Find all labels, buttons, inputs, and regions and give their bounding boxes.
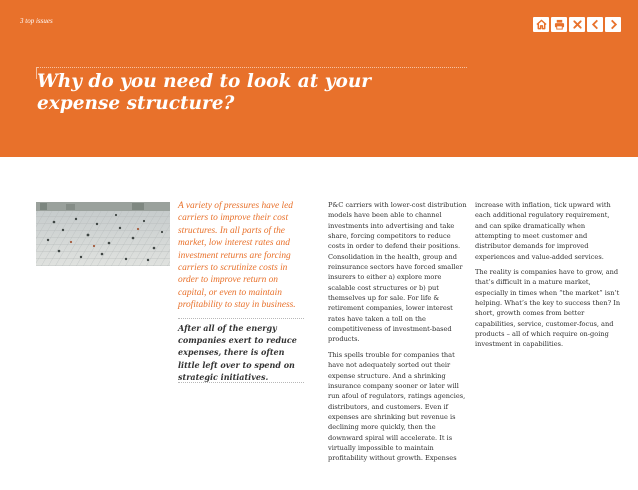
paragraph: This spells trouble for companies that have not adequately sorted out their expense structure. And a shrinking insurance company sooner or later will run afoul of regulators, ratings agencies, distributors, and customers. Even if expenses are shrinking but revenue is declining more quickly, then the downward spiral will accelerate. It is virtually impossible to maintain profitability without growth. Expenses: [328, 350, 466, 463]
print-icon: [554, 19, 565, 30]
pull-quote: After all of the energy companies exert to reduce expenses, there is often little left over to spend on strategic initiatives.: [178, 323, 297, 382]
header-banner: [0, 0, 638, 157]
home-button[interactable]: [533, 17, 549, 32]
print-button[interactable]: [551, 17, 567, 32]
plaza-photo: [36, 202, 170, 266]
close-icon: [572, 19, 583, 30]
paragraph: increase with inflation, tick upward with each additional regulatory requirement, and can spike dramatically when attempting to meet customer and distributor demands for improved experiences and value-added services.: [475, 201, 611, 261]
close-button[interactable]: [569, 17, 585, 32]
section-label: 3 top issues: [20, 17, 53, 25]
title-rule: [37, 67, 467, 68]
intro-text: A variety of pressures have led carriers to improve their cost structures. In all parts of the market, low interest rates and investment returns are forcing carriers to scrutinize costs in order to improve return on capital, or even to maintain profitability to stay in business.: [178, 201, 296, 311]
page-title: Why do you need to look at your expense structure?: [37, 71, 372, 114]
chevron-left-icon: [590, 19, 601, 30]
home-icon: [536, 19, 547, 30]
paragraph: The reality is companies have to grow, and that’s difficult in a mature market, especially in times when “the market” isn’t helping. What’s the key to success then? In short, growth comes from better capabilities, service, customer-focus, and products – all of which require on-going investment in capabilities.: [475, 268, 621, 349]
next-page-button[interactable]: [605, 17, 621, 32]
paragraph: P&C carriers with lower-cost distribution models have been able to channel investments into advertising and take share, forcing competitors to reduce costs in order to defend their positions. Consolidation in the health, group and reinsurance sectors have forced smaller insurers to either a) explore more scalable cost structures or b) put themselves up for sale. For life & retirement companies, lower interest rates have taken a toll on the competitiveness of investment-based products.: [328, 201, 467, 344]
body-column-3: [475, 200, 623, 355]
previous-page-button[interactable]: [587, 17, 603, 32]
chevron-right-icon: [608, 19, 619, 30]
nav-toolbar: [533, 17, 621, 32]
pull-quote-divider-top: [178, 318, 304, 319]
body-column-2: [328, 200, 468, 469]
pull-quote-divider-bottom: [178, 382, 304, 383]
plaza-photo-image: [36, 202, 170, 266]
